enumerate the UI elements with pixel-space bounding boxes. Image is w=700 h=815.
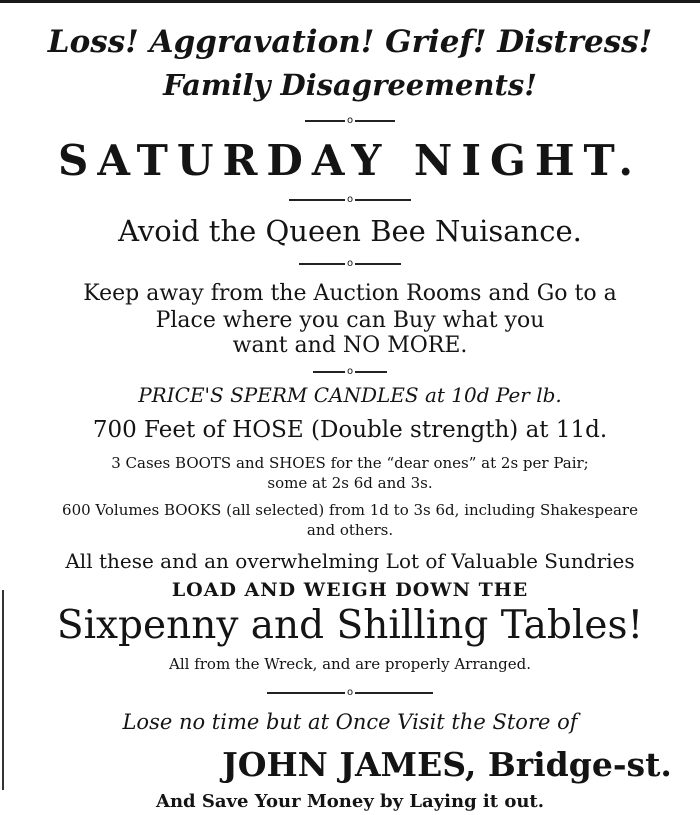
- headline-family: Family Disagreements!: [163, 68, 537, 102]
- load-weigh-line: LOAD AND WEIGH DOWN THE: [171, 579, 529, 601]
- separator-4: o: [0, 367, 700, 377]
- lose-no-time-line: Lose no time but at Once Visit the Store of: [122, 710, 578, 734]
- separator-3: o: [0, 259, 700, 269]
- keep-away-line-3: want and NO MORE.: [232, 333, 468, 358]
- avoid-nuisance: Avoid the Queen Bee Nuisance.: [118, 214, 582, 248]
- sundries-line: All these and an overwhelming Lot of Valuable Sundries: [65, 549, 635, 573]
- boots-offer-line-2: some at 2s 6d and 3s.: [267, 474, 433, 492]
- candles-offer: PRICE'S SPERM CANDLES at 10d Per lb.: [138, 383, 562, 407]
- keep-away-line-1: Keep away from the Auction Rooms and Go to a: [83, 281, 617, 306]
- separator-2: o: [0, 195, 700, 205]
- store-name: JOHN JAMES, Bridge-st.: [222, 745, 672, 784]
- tables-heading: Sixpenny and Shilling Tables!: [56, 603, 644, 648]
- hose-offer: 700 Feet of HOSE (Double strength) at 11d.: [92, 417, 608, 443]
- save-money-line: And Save Your Money by Laying it out.: [155, 791, 545, 812]
- wreck-line: All from the Wreck, and are properly Arranged.: [169, 655, 531, 673]
- boots-offer-line-1: 3 Cases BOOTS and SHOES for the “dear ones” at 2s per Pair;: [111, 454, 589, 472]
- keep-away-line-2: Place where you can Buy what you: [155, 308, 545, 333]
- top-border-rule: [0, 0, 700, 3]
- books-offer-line-2: and others.: [306, 521, 394, 539]
- books-offer-line-1: 600 Volumes BOOKS (all selected) from 1d to 3s 6d, including Shakespeare: [62, 501, 638, 519]
- separator-1: o: [0, 116, 700, 126]
- separator-5: o: [0, 688, 700, 698]
- saturday-night-heading: SATURDAY NIGHT.: [58, 136, 642, 185]
- headline-exclamations: Loss! Aggravation! Grief! Distress!: [47, 24, 653, 60]
